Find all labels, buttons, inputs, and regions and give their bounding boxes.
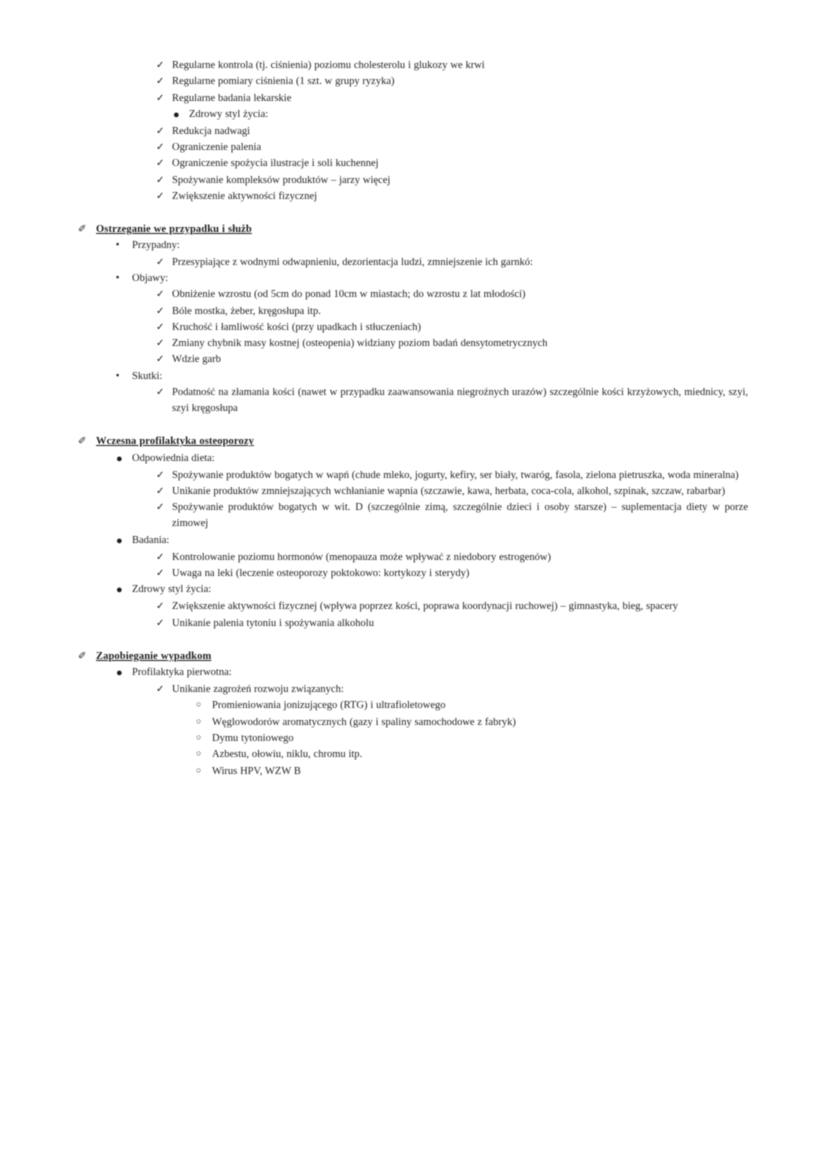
list-item-text: Węglowodorów aromatycznych (gazy i spaliny samochodowe z fabryk)	[212, 716, 516, 728]
paragraph-spacer	[78, 205, 748, 222]
heading-text: Ostrzeganie we przypadku i służb	[96, 224, 252, 236]
list-item	[78, 124, 748, 140]
list-item-text: Odpowiednia dieta:	[132, 452, 215, 464]
section-heading	[78, 434, 748, 450]
bullet-check-icon: ✓	[156, 617, 165, 629]
list-item	[78, 550, 748, 566]
list-item-text: Zdrowy styl życia:	[189, 108, 269, 120]
list-item	[78, 369, 748, 385]
list-item	[78, 500, 748, 533]
list-item-text: Objawy:	[132, 272, 169, 284]
list-item	[78, 156, 748, 172]
list-item-text: Regularne pomiary ciśnienia (1 szt. w grupy ryzyka)	[172, 76, 395, 88]
bullet-dot-icon: ●	[173, 108, 180, 121]
list-item	[78, 682, 748, 698]
list-item	[78, 140, 748, 156]
bullet-check-icon: ✓	[156, 386, 165, 398]
list-item	[78, 189, 748, 205]
list-item	[78, 287, 748, 303]
list-item	[78, 616, 748, 632]
list-item	[78, 91, 748, 107]
list-item-text: Przypadny:	[132, 240, 180, 252]
section-heading	[78, 222, 748, 238]
bullet-check-icon: ✓	[156, 92, 165, 104]
bullet-check-icon: ✓	[156, 469, 165, 481]
bullet-dot-icon: ●	[116, 452, 123, 465]
list-item	[78, 107, 748, 124]
list-item-text: Wdzie garb	[172, 354, 221, 366]
list-item	[78, 715, 748, 731]
bullet-check-icon: ✓	[156, 158, 165, 170]
bullet-check-icon: ✓	[156, 60, 165, 71]
list-item-text: Zmiany chybnik masy kostnej (osteopenia) widziany poziom badań densytometrycznych	[172, 338, 548, 350]
list-item	[78, 304, 748, 320]
list-item-text: Zdrowy styl życia:	[132, 584, 212, 596]
bullet-sec-icon: ✐	[78, 650, 87, 662]
paragraph-spacer	[78, 417, 748, 434]
bullet-circ-icon: ○	[196, 715, 202, 726]
list-item-text: Zwiększenie aktywności fizycznej	[172, 190, 318, 202]
list-item-text: Zwiększenie aktywności fizycznej (wpływa poprzez kości, poprawa koordynacji ruchowej) – gimnastyka, bieg, spacery	[172, 601, 679, 613]
list-item	[78, 255, 748, 271]
heading-text: Zapobieganie wypadkom	[96, 650, 212, 662]
list-item	[78, 58, 748, 74]
list-item-text: Ograniczenie spożycia ilustracje i soli kuchennej	[172, 158, 379, 170]
list-item-text: Regularne kontrola (tj. ciśnienia) poziomu cholesterolu i glukozy we krwi	[172, 60, 485, 71]
bullet-circ-icon: ○	[196, 764, 202, 775]
bullet-circ-icon: ○	[196, 732, 202, 742]
bullet-circ-icon: ○	[196, 699, 202, 710]
bullet-check-icon: ✓	[156, 190, 165, 202]
list-item-text: Ograniczenie palenia	[172, 142, 262, 154]
bullet-dot-icon: ●	[116, 584, 123, 597]
bullet-circ-icon: ○	[196, 748, 202, 759]
bullet-check-icon: ✓	[156, 125, 165, 137]
list-item	[78, 582, 748, 599]
list-item-text: Spożywanie produktów bogatych w wit. D (szczególnie zimą, szczególnie dzieci i osoby starsze) – suplementacja diety w porze zimowej	[172, 502, 748, 530]
list-item-text: Kruchość i łamliwość kości (przy upadkach i stłuczeniach)	[172, 321, 422, 333]
list-item	[78, 764, 748, 780]
paragraph-spacer	[78, 632, 748, 649]
bullet-check-icon: ✓	[156, 76, 165, 88]
bullet-check-icon: ✓	[156, 601, 165, 613]
list-item	[78, 173, 748, 189]
list-item	[78, 74, 748, 90]
list-item-text: Azbestu, ołowiu, niklu, chromu itp.	[212, 749, 363, 761]
bullet-check-icon: ✓	[156, 142, 165, 154]
list-item-text: Unikanie zagrożeń rozwoju związanych:	[172, 684, 344, 696]
bullet-check-icon: ✓	[156, 684, 165, 696]
list-item-text: Bóle mostka, żeber, kręgosłupa itp.	[172, 305, 321, 317]
bullet-sec-icon: ✐	[78, 436, 87, 448]
bullet-check-icon: ✓	[156, 568, 165, 580]
list-item	[78, 336, 748, 352]
bullet-disc-icon: ▪	[116, 271, 120, 282]
section-heading	[78, 649, 748, 665]
list-item-text: Dymu tytoniowego	[212, 733, 294, 744]
bullet-dot-icon: ●	[116, 667, 123, 680]
bullet-dot-icon: ●	[116, 534, 123, 547]
list-item-text: Redukcja nadwagi	[172, 125, 251, 137]
list-item-text: Unikanie produktów zmniejszających wchłanianie wapnia (szczawie, kawa, herbata, coca-cola, alkohol, szpinak, szczaw, rabarbar)	[172, 485, 726, 497]
bullet-check-icon: ✓	[156, 551, 165, 563]
list-item	[78, 468, 748, 484]
bullet-check-icon: ✓	[156, 305, 165, 317]
list-item-text: Przesypiające z wodnymi odwapnieniu, dezorientacja ludzi, zmniejszenie ich garnkó:	[172, 256, 533, 268]
bullet-disc-icon: ▪	[116, 239, 120, 250]
bullet-check-icon: ✓	[156, 502, 165, 514]
list-item	[78, 451, 748, 468]
list-item	[78, 566, 748, 582]
list-item-text: Obniżenie wzrostu (od 5cm do ponad 10cm w miastach; do wzrostu z lat młodości)	[172, 289, 526, 301]
list-item-text: Skutki:	[132, 370, 163, 382]
list-item	[78, 747, 748, 763]
heading-text: Wczesna profilaktyka osteoporozy	[96, 436, 254, 448]
list-item-text: Profilaktyka pierwotna:	[132, 667, 232, 679]
list-item-text: Spożywanie kompleksów produktów – jarzy więcej	[172, 174, 391, 186]
list-item	[78, 731, 748, 747]
document-body	[78, 58, 748, 780]
list-item	[78, 238, 748, 254]
bullet-check-icon: ✓	[156, 338, 165, 350]
list-item	[78, 352, 748, 368]
list-item	[78, 533, 748, 550]
list-item-text: Promieniowania jonizującego (RTG) i ultrafioletowego	[212, 700, 446, 712]
list-item	[78, 484, 748, 500]
bullet-sec-icon: ✐	[78, 224, 87, 236]
list-item-text: Uwaga na leki (leczenie osteoporozy poktokowo: kortykozy i sterydy)	[172, 568, 470, 580]
list-item	[78, 271, 748, 287]
list-item-text: Spożywanie produktów bogatych w wapń (chude mleko, jogurty, kefiry, ser biały, twaróg, fasola, zielona pietruszka, woda mineralna)	[172, 469, 739, 481]
list-item-text: Podatność na złamania kości (nawet w przypadku zaawansowania niegroźnych urazów) szczególnie kości krzyżowych, miednicy, szyi, szyi kręgosłupa	[172, 386, 748, 415]
list-item	[78, 698, 748, 714]
bullet-check-icon: ✓	[156, 256, 165, 268]
list-item	[78, 320, 748, 336]
list-item-text: Wirus HPV, WZW B	[212, 765, 301, 777]
list-item	[78, 385, 748, 418]
list-item-text: Badania:	[132, 534, 170, 546]
list-item	[78, 665, 748, 682]
bullet-check-icon: ✓	[156, 354, 165, 366]
bullet-check-icon: ✓	[156, 174, 165, 186]
list-item-text: Regularne badania lekarskie	[172, 92, 292, 104]
bullet-check-icon: ✓	[156, 485, 165, 497]
bullet-check-icon: ✓	[156, 289, 165, 301]
bullet-disc-icon: ▪	[116, 369, 120, 380]
list-item-text: Kontrolowanie poziomu hormonów (menopauza może wpływać z niedobory estrogenów)	[172, 551, 551, 563]
list-item-text: Unikanie palenia tytoniu i spożywania alkoholu	[172, 617, 374, 629]
list-item	[78, 599, 748, 615]
bullet-check-icon: ✓	[156, 321, 165, 333]
